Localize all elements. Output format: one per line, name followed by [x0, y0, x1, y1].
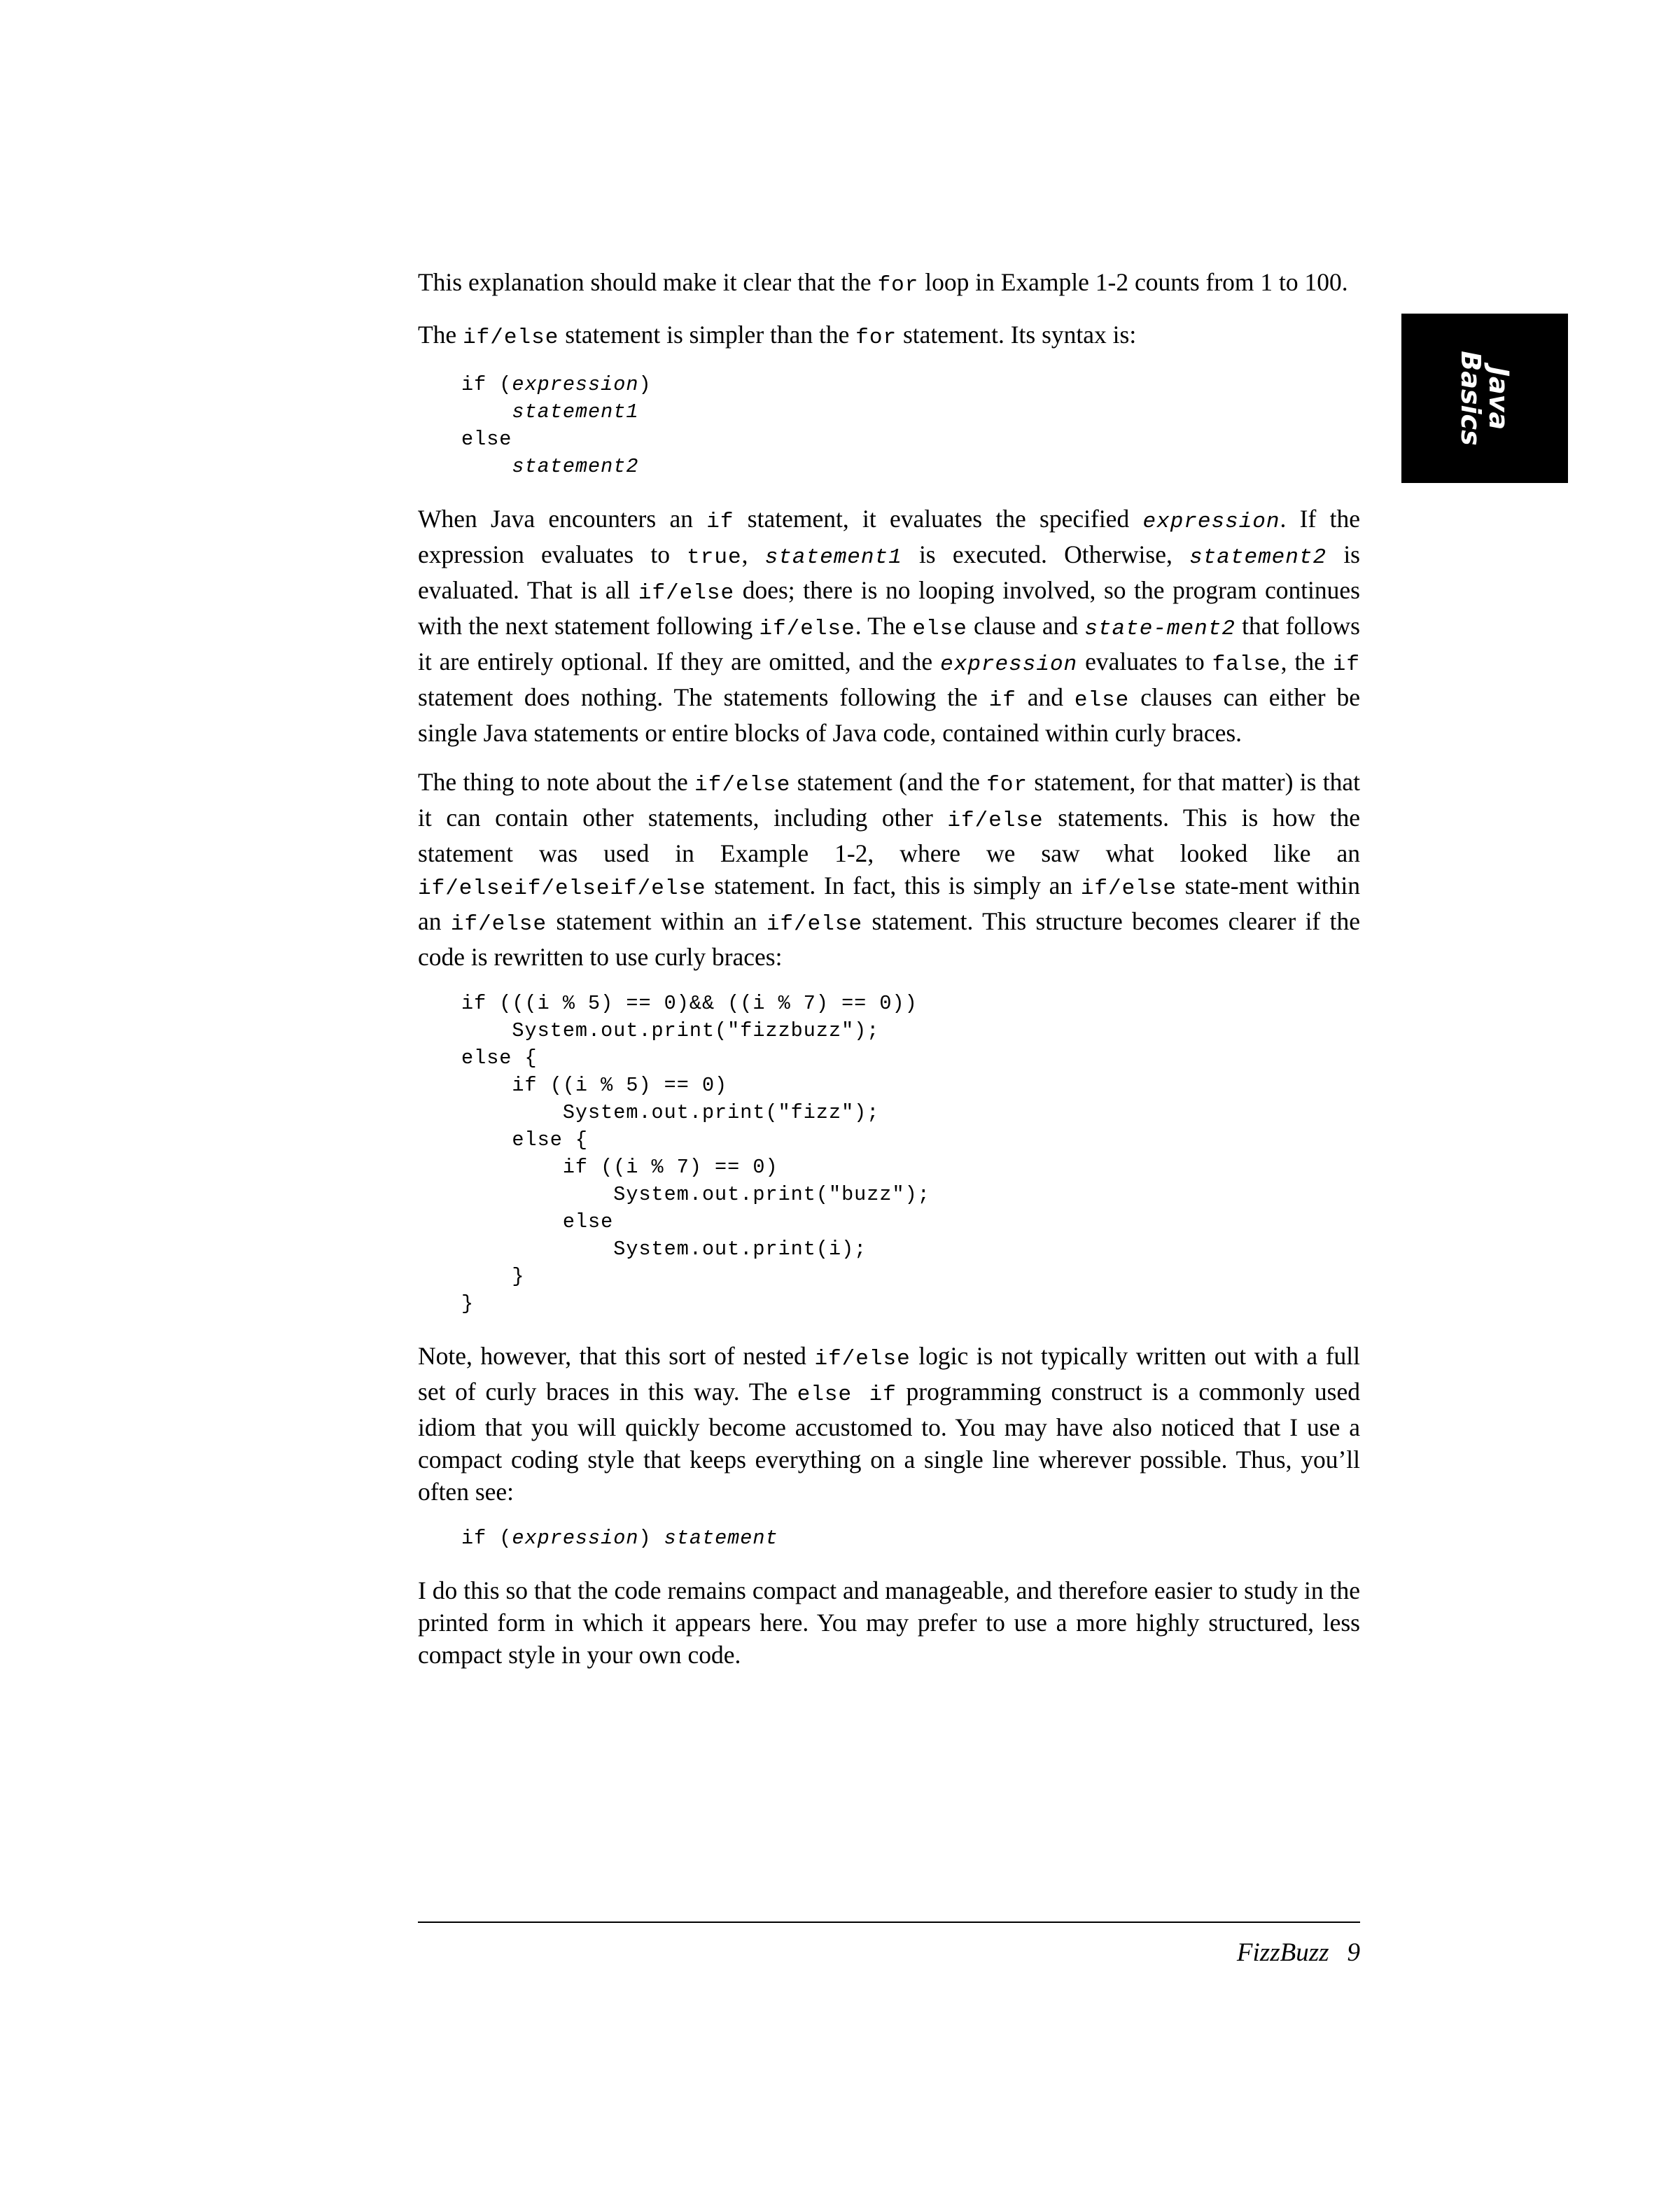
inline-code: expression [940, 652, 1078, 677]
inline-code: if/else [450, 912, 547, 937]
footer-rule [418, 1921, 1360, 1923]
code-block-syntax [461, 371, 1360, 480]
paragraph-6 [418, 1574, 1360, 1671]
inline-code: if/else [638, 581, 735, 606]
text-run: statement. Its syntax is: [897, 321, 1137, 349]
inline-code: false [1212, 652, 1281, 677]
code-text: ) [638, 1527, 664, 1550]
text-run: . The [855, 612, 913, 640]
code-block-compact [461, 1525, 1360, 1552]
text-run: is executed. Otherwise, [902, 540, 1190, 568]
code-line: System.out.print("buzz"); [461, 1183, 930, 1206]
inline-code: for [877, 273, 919, 298]
paragraph-5 [418, 1340, 1360, 1508]
inline-code: true [687, 545, 742, 570]
text-run: statements. This is how the statement was used in Example 1-2, where we saw what looked like an [418, 804, 1361, 867]
text-run: statement. In fact, this is simply an [706, 872, 1081, 899]
running-title: FizzBuzz [1236, 1938, 1329, 1967]
paragraph-2 [418, 318, 1360, 354]
code-line: System.out.print(i); [461, 1238, 867, 1261]
text-run: . If the expression evaluates to [418, 505, 1360, 568]
inline-code: if/else [694, 773, 791, 797]
code-line [461, 1527, 778, 1550]
inline-code: if [1332, 652, 1361, 677]
inline-code: for [855, 326, 897, 350]
code-line: System.out.print("fizz"); [461, 1101, 880, 1124]
text-run: I do this so that the code remains compact and manageable, and therefore easier to study in the printed form in which it appears here. You may prefer to use a more highly structured, less compact style in your own code. [418, 1576, 1360, 1669]
text-run: is evaluated. That is all [418, 540, 1360, 604]
inline-code: expression [1142, 510, 1280, 534]
text-run: that follows it are entirely optional. If they are omitted, and the [418, 612, 1360, 676]
paragraph-1 [418, 266, 1360, 302]
inline-code: else [1074, 688, 1130, 713]
code-text [461, 455, 512, 478]
thumb-tab-line-2: Basics [1455, 351, 1486, 446]
code-line: else { [461, 1128, 589, 1152]
text-run: and [1016, 683, 1074, 711]
text-run: Note, however, that this sort of nested [418, 1342, 815, 1370]
code-line: if (((i % 5) == 0)&& ((i % 7) == 0)) [461, 992, 918, 1015]
inline-code: if/else [814, 1347, 911, 1371]
code-placeholder: statement [664, 1527, 778, 1550]
code-line: else [461, 1210, 614, 1233]
code-text: if ( [461, 373, 512, 396]
code-text [461, 400, 512, 424]
inline-code: if/else [463, 326, 559, 350]
code-line: System.out.print("fizzbuzz"); [461, 1019, 880, 1042]
paragraph-3 [418, 503, 1360, 749]
code-placeholder: expression [512, 1527, 639, 1550]
inline-code: if/else [1080, 876, 1177, 901]
text-run: statement, it evaluates the specified [734, 505, 1143, 533]
code-text: if ( [461, 1527, 512, 1550]
text-run: state-ment within an [418, 872, 1360, 935]
text-run: statement, for that matter) is that it can contain other statements, including other [418, 768, 1360, 832]
text-run: statement. This structure becomes clearer if the code is rewritten to use curly braces: [418, 907, 1360, 971]
text-run: statement does nothing. The statements following the [418, 683, 989, 711]
inline-code: state-ment2 [1084, 617, 1236, 641]
inline-code: statement1 [764, 545, 902, 570]
code-line: if ((i % 5) == 0) [461, 1074, 728, 1097]
code-line: else { [461, 1046, 538, 1070]
text-run: loop in Example 1-2 counts from 1 to 100. [918, 268, 1348, 296]
thumb-tab-line-1: Java [1483, 366, 1514, 430]
text-run: clause and [967, 612, 1085, 640]
inline-code: else if [797, 1382, 897, 1407]
text-run: The thing to note about the [418, 768, 695, 796]
inline-code: if/else [759, 617, 855, 641]
code-line [461, 373, 652, 396]
code-line [461, 428, 512, 451]
text-run: statement is simpler than the [559, 321, 856, 349]
thumb-tab [1401, 314, 1568, 483]
text-run: When Java encounters an [418, 505, 707, 533]
code-line [461, 455, 638, 478]
text-run: does; there is no looping involved, so the program continues with the next statement following [418, 576, 1360, 640]
thumb-tab-label [1457, 351, 1513, 445]
text-run: clauses can either be single Java statements or entire blocks of Java code, contained within curly braces. [418, 683, 1360, 747]
code-placeholder: statement2 [512, 455, 639, 478]
inline-code: statement2 [1189, 545, 1327, 570]
inline-code: for [986, 773, 1028, 797]
text-run: , the [1280, 648, 1333, 676]
inline-code: if [706, 510, 734, 534]
inline-code: if [988, 688, 1016, 713]
text-run: , [741, 540, 765, 568]
text-run: This explanation should make it clear that the [418, 268, 878, 296]
text-run: programming construct is a commonly used idiom that you will quickly become accustomed to. You may have also noticed that I use a compact coding style that keeps everything on a single line wherever possible. Thus, you’ll often see: [418, 1378, 1360, 1506]
code-line [461, 400, 638, 424]
code-line: } [461, 1292, 475, 1315]
code-placeholder: expression [512, 373, 639, 396]
code-text: ) [638, 373, 652, 396]
text-run: evaluates to [1077, 648, 1212, 676]
code-text: else [461, 428, 512, 451]
code-placeholder: statement1 [512, 400, 639, 424]
code-line: } [461, 1265, 525, 1288]
text-run: The [418, 321, 463, 349]
body-column [418, 266, 1360, 1688]
page-number: 9 [1347, 1938, 1360, 1967]
inline-code: if/else [947, 808, 1044, 833]
inline-code: if/elseif/elseif/else [418, 876, 706, 901]
page-footer [1237, 1938, 1360, 1968]
text-run: logic is not typically written out with a full set of curly braces in this way. The [418, 1342, 1360, 1406]
code-line: if ((i % 7) == 0) [461, 1156, 778, 1179]
code-block-fizzbuzz [461, 990, 1360, 1317]
paragraph-4 [418, 766, 1360, 973]
text-run: statement (and the [790, 768, 987, 796]
text-run: statement within an [547, 907, 766, 935]
inline-code: else [912, 617, 967, 641]
inline-code: if/else [766, 912, 863, 937]
